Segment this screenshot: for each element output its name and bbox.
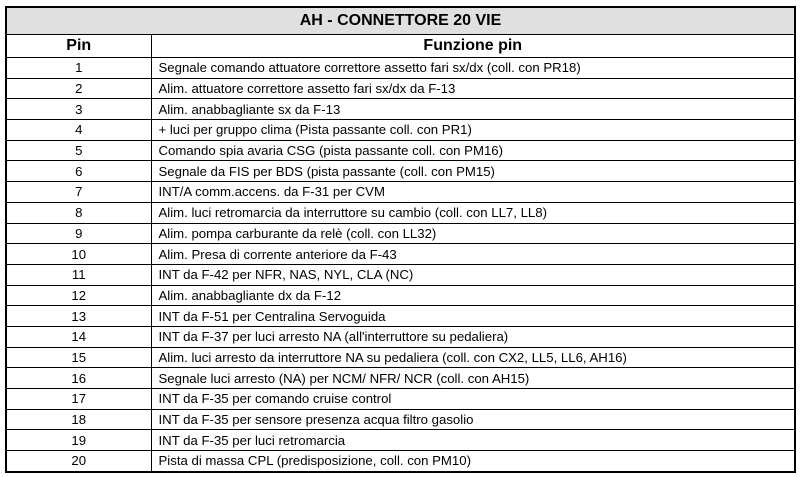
pin-function: Alim. attuatore correttore assetto fari sx/dx da F-13 xyxy=(151,78,795,99)
pin-number: 12 xyxy=(6,285,151,306)
pin-number: 16 xyxy=(6,368,151,389)
pin-function: + luci per gruppo clima (Pista passante coll. con PR1) xyxy=(151,120,795,141)
pin-function: INT da F-42 per NFR, NAS, NYL, CLA (NC) xyxy=(151,264,795,285)
table-title: AH - CONNETTORE 20 VIE xyxy=(6,7,795,35)
table-row xyxy=(6,120,795,141)
pin-function: INT da F-51 per Centralina Servoguida xyxy=(151,306,795,327)
table-row xyxy=(6,202,795,223)
pin-number: 8 xyxy=(6,202,151,223)
table-header-row xyxy=(6,35,795,58)
pin-number: 2 xyxy=(6,78,151,99)
table-row xyxy=(6,182,795,203)
pin-function: Alim. anabbagliante dx da F-12 xyxy=(151,285,795,306)
pin-number: 10 xyxy=(6,244,151,265)
pin-number: 14 xyxy=(6,326,151,347)
pin-function: Alim. luci arresto da interruttore NA su pedaliera (coll. con CX2, LL5, LL6, AH16) xyxy=(151,347,795,368)
pin-function: Alim. pompa carburante da relè (coll. con LL32) xyxy=(151,223,795,244)
pin-function: Segnale da FIS per BDS (pista passante (coll. con PM15) xyxy=(151,161,795,182)
table-row xyxy=(6,244,795,265)
pin-number: 7 xyxy=(6,182,151,203)
pin-number: 13 xyxy=(6,306,151,327)
table-row xyxy=(6,99,795,120)
pin-number: 9 xyxy=(6,223,151,244)
pin-function: INT da F-37 per luci arresto NA (all'interruttore su pedaliera) xyxy=(151,326,795,347)
table-title-row xyxy=(6,7,795,35)
pin-number: 1 xyxy=(6,58,151,79)
table-row xyxy=(6,409,795,430)
table-row xyxy=(6,140,795,161)
pin-function: Segnale luci arresto (NA) per NCM/ NFR/ NCR (coll. con AH15) xyxy=(151,368,795,389)
pin-number: 11 xyxy=(6,264,151,285)
header-pin: Pin xyxy=(6,35,151,58)
pin-function: Segnale comando attuatore correttore assetto fari sx/dx (coll. con PR18) xyxy=(151,58,795,79)
table-row xyxy=(6,347,795,368)
pin-number: 5 xyxy=(6,140,151,161)
connector-pin-table xyxy=(5,6,796,473)
table-row xyxy=(6,58,795,79)
pin-function: INT da F-35 per comando cruise control xyxy=(151,389,795,410)
pin-number: 19 xyxy=(6,430,151,451)
table-row xyxy=(6,161,795,182)
pin-number: 20 xyxy=(6,451,151,472)
connector-table-container xyxy=(5,6,794,473)
pin-function: Comando spia avaria CSG (pista passante coll. con PM16) xyxy=(151,140,795,161)
table-row xyxy=(6,285,795,306)
pin-function: Alim. anabbagliante sx da F-13 xyxy=(151,99,795,120)
table-row xyxy=(6,306,795,327)
table-row xyxy=(6,326,795,347)
pin-function: Alim. Presa di corrente anteriore da F-43 xyxy=(151,244,795,265)
pin-number: 18 xyxy=(6,409,151,430)
header-function: Funzione pin xyxy=(151,35,795,58)
pin-number: 3 xyxy=(6,99,151,120)
pin-number: 17 xyxy=(6,389,151,410)
table-row xyxy=(6,264,795,285)
table-row xyxy=(6,223,795,244)
pin-function: INT/A comm.accens. da F-31 per CVM xyxy=(151,182,795,203)
table-row xyxy=(6,451,795,472)
pin-number: 15 xyxy=(6,347,151,368)
pin-number: 6 xyxy=(6,161,151,182)
pin-function: Pista di massa CPL (predisposizione, coll. con PM10) xyxy=(151,451,795,472)
table-row xyxy=(6,78,795,99)
pin-function: INT da F-35 per sensore presenza acqua filtro gasolio xyxy=(151,409,795,430)
pin-function: Alim. luci retromarcia da interruttore su cambio (coll. con LL7, LL8) xyxy=(151,202,795,223)
table-row xyxy=(6,389,795,410)
pin-number: 4 xyxy=(6,120,151,141)
pin-function: INT da F-35 per luci retromarcia xyxy=(151,430,795,451)
table-row xyxy=(6,368,795,389)
table-row xyxy=(6,430,795,451)
